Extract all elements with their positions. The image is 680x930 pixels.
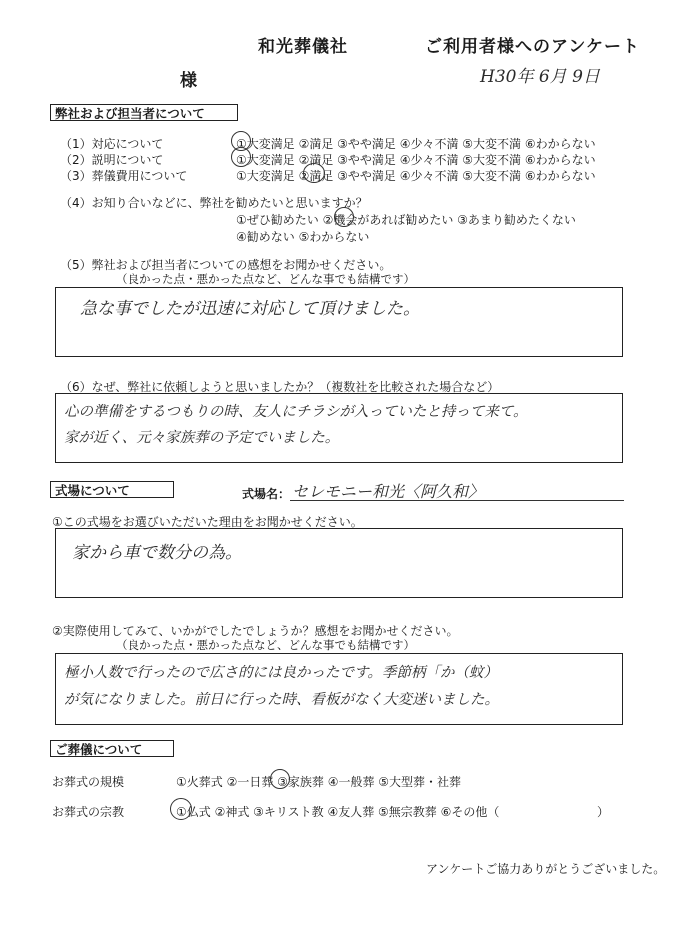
q1-label: （1）対応について xyxy=(60,137,164,151)
religion-options: ①仏式 ②神式 ③キリスト教 ④友人葬 ⑤無宗教葬 ⑥その他（ xyxy=(176,805,500,819)
venue-q2-answer-line2: が気になりました。前日に行った時、看板がなく大変迷いました。 xyxy=(64,692,499,708)
survey-title: ご利用者様へのアンケート xyxy=(425,37,640,57)
q4-options-line1: ①ぜひ勧めたい ②機会があれば勧めたい ③あまり勧めたくない xyxy=(236,213,576,227)
section-label-funeral: ご葬儀について xyxy=(50,740,174,757)
venue-name: セレモニー和光〈阿久和〉 xyxy=(292,482,485,501)
q3-label: （3）葬儀費用について xyxy=(60,169,188,183)
venue-q2-label: ②実際使用してみて、いかがでしたでしょうか？感想をお聞かせください。 xyxy=(52,624,459,638)
q4-label: （4）お知り合いなどに、弊社を勧めたいと思いますか？ xyxy=(60,196,368,210)
religion-close-paren: ） xyxy=(597,805,610,819)
q1-options: ①大変満足 ②満足 ③やや満足 ④少々不満 ⑤大変不満 ⑥わからない xyxy=(236,137,596,151)
venue-q2-note: （良かった点・悪かった点など、どんな事でも結構です） xyxy=(116,638,415,652)
q3-options: ①大変満足 ②満足 ③やや満足 ④少々不満 ⑤大変不満 ⑥わからない xyxy=(236,169,596,183)
q2-label: （2）説明について xyxy=(60,153,164,167)
section-label-staff: 弊社および担当者について xyxy=(50,104,238,121)
q4-options-line2: ④勧めない ⑤わからない xyxy=(236,230,370,244)
q6-answer-line1: 心の準備をするつもりの時、友人にチラシが入っていたと持って来て。 xyxy=(64,404,528,420)
q6-answer-line2: 家が近く、元々家族葬の予定でいました。 xyxy=(64,430,340,446)
religion-label: お葬式の宗教 xyxy=(52,805,125,819)
funeral-scale-options: ①火葬式 ②一日葬 ③家族葬 ④一般葬 ⑤大型葬・社葬 xyxy=(176,775,462,789)
religion-selected-circle xyxy=(170,798,192,820)
venue-q1-answer: 家から車で数分の為。 xyxy=(72,543,242,563)
q2-options: ①大変満足 ②満足 ③やや満足 ④少々不満 ⑤大変不満 ⑥わからない xyxy=(236,153,596,167)
company-name: 和光葬儀社 xyxy=(258,37,348,57)
section-label-venue: 式場について xyxy=(50,481,174,498)
q5-answer: 急な事でしたが迅速に対応して頂けました。 xyxy=(80,299,420,319)
q6-label: （6）なぜ、弊社に依頼しようと思いましたか？（複数社を比較された場合など） xyxy=(60,380,500,394)
q5-label: （5）弊社および担当者についての感想をお聞かせください。 xyxy=(60,258,392,272)
q3-selected-circle xyxy=(303,163,325,183)
addressee-suffix: 様 xyxy=(180,71,198,91)
q5-note: （良かった点・悪かった点など、どんな事でも結構です） xyxy=(116,272,415,286)
venue-label: 式場名： xyxy=(242,487,291,501)
survey-date: H30年 6月 9日 xyxy=(480,67,600,87)
funeral-scale-selected-circle xyxy=(270,769,290,789)
funeral-scale-label: お葬式の規模 xyxy=(52,775,125,789)
q2-selected-circle xyxy=(231,147,251,167)
thanks-message: アンケートご協力ありがとうございました。 xyxy=(426,862,666,876)
venue-underline xyxy=(290,500,624,501)
q4-selected-circle xyxy=(334,207,354,227)
venue-q1-label: ①この式場をお選びいただいた理由をお聞かせください。 xyxy=(52,515,363,529)
venue-q2-answer-line1: 極小人数で行ったので広さ的には良かったです。季節柄「か（蚊） xyxy=(64,665,498,681)
